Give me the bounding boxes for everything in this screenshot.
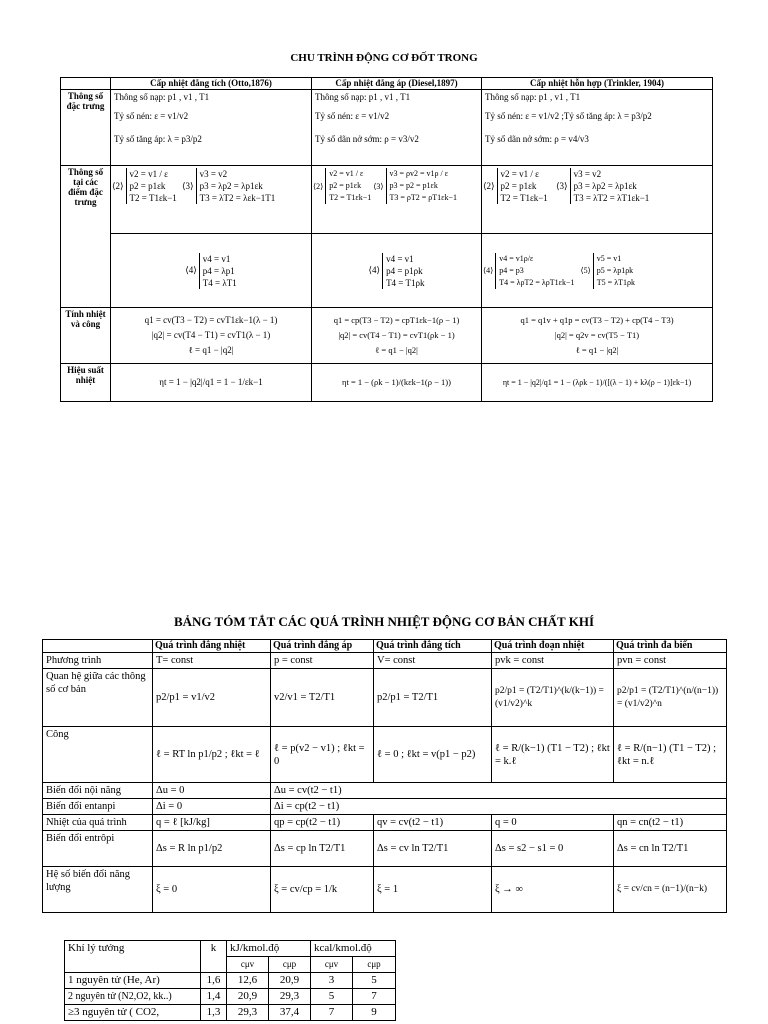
cycle-table-header-row: [61, 78, 713, 90]
point-tag: ⟨3⟩: [182, 180, 194, 191]
formula: Tỷ số dãn nở sớm: ρ = v3/v2: [315, 134, 419, 144]
cell: ξ → ∞: [492, 867, 614, 913]
subheader: cμv: [227, 957, 269, 973]
cell: ℓ = R/(k−1) (T1 − T2) ; ℓkt = k.ℓ: [492, 727, 614, 783]
cell: ξ = cv/cn = (n−1)/(n−k): [614, 867, 727, 913]
cell: p2/p1 = v1/v2: [153, 669, 271, 727]
point-2-system: v2 = v1 / ε p2 = p1εk T2 = T1εk−1: [497, 168, 548, 204]
row-label: Biến đổi entrôpi: [43, 831, 153, 867]
cell: 20,9: [269, 973, 311, 989]
point-tag: ⟨4⟩: [185, 265, 197, 275]
diesel-params: [312, 90, 482, 166]
cell: 9: [353, 1005, 396, 1021]
cell: q = 0: [492, 815, 614, 831]
table-row: [65, 1005, 396, 1021]
table-row: [43, 669, 727, 727]
cell: p2/p1 = T2/T1: [374, 669, 492, 727]
point-tag: ⟨4⟩: [368, 265, 381, 275]
trinkler-heat-work: q1 = q1v + q1p = cv(T3 − T2) + cp(T4 − T3) |q2| = q2v = cv(T5 − T1) ℓ = q1 − |q2|: [482, 308, 713, 364]
cell: 5: [353, 973, 396, 989]
point-2-system: v2 = v1 / ε p2 = p1εk T2 = T1εk−1: [325, 168, 371, 204]
header-kj: kJ/kmol.độ: [227, 941, 311, 957]
point-2-system: v2 = v1 / ε p2 = p1εk T2 = T1εk−1: [126, 168, 177, 204]
subheader: cμp: [269, 957, 311, 973]
cell: Δu = cv(t2 − t1): [271, 783, 727, 799]
cell: ℓ = p(v2 − v1) ; ℓkt = 0: [271, 727, 374, 783]
row-label: Tính nhiệt và công: [61, 308, 111, 364]
otto-params: [111, 90, 312, 166]
header-blank: [61, 78, 111, 90]
cell: ℓ = 0 ; ℓkt = v(p1 − p2): [374, 727, 492, 783]
point-4-system: v4 = v1 p4 = p1ρk T4 = T1ρk: [382, 253, 424, 289]
row-label: Nhiệt của quá trình: [43, 815, 153, 831]
trinkler-points-2-3: [482, 166, 713, 234]
point-3-system: v3 = ρv2 = v1ρ / ε p3 = p2 = p1εk T3 = ρT2 = ρT1εk−1: [386, 168, 458, 204]
cell: 1,6: [201, 973, 227, 989]
point-4-system: v4 = v1 p4 = λp1 T4 = λT1: [199, 253, 237, 289]
subheader: cμv: [311, 957, 353, 973]
cell: V= const: [374, 653, 492, 669]
otto-points-2-3: [111, 166, 312, 234]
cell: Δs = cp ln T2/T1: [271, 831, 374, 867]
formula: Thông số nạp: p1 , v1 , T1: [114, 92, 210, 102]
engine-cycle-table: [60, 77, 713, 402]
table-row: [43, 783, 727, 799]
otto-heat-work: q1 = cv(T3 − T2) = cvT1εk−1(λ − 1) |q2| = cv(T4 − T1) = cvT1(λ − 1) ℓ = q1 − |q2|: [111, 308, 312, 364]
cell: ξ = 0: [153, 867, 271, 913]
row-label: Biến đổi entanpi: [43, 799, 153, 815]
table-row: [43, 867, 727, 913]
header-isochoric: Quá trình đẳng tích: [374, 640, 492, 653]
gas-name: 2 nguyên tử (N2,O2, kk..): [65, 989, 201, 1005]
point-tag: ⟨2⟩: [313, 181, 324, 191]
cell: qn = cn(t2 − t1): [614, 815, 727, 831]
header-gas: Khí lý tưởng: [65, 941, 201, 973]
cell: 7: [353, 989, 396, 1005]
subheader: cμp: [353, 957, 396, 973]
table-row: [43, 831, 727, 867]
cell: 20,9: [227, 989, 269, 1005]
header-adiabatic: Quá trình đoạn nhiệt: [492, 640, 614, 653]
formula: Thông số nạp: p1 , v1 , T1: [315, 92, 411, 102]
header-isobaric: Quá trình đẳng áp: [271, 640, 374, 653]
cell: 7: [311, 1005, 353, 1021]
row-label: Hệ số biến đổi năng lượng: [43, 867, 153, 913]
cell: pvn = const: [614, 653, 727, 669]
diesel-point-4: [312, 234, 482, 308]
cell: Δs = cv ln T2/T1: [374, 831, 492, 867]
otto-point-4: [111, 234, 312, 308]
cell: pvk = const: [492, 653, 614, 669]
header-isothermal: Quá trình đẳng nhiệt: [153, 640, 271, 653]
cell: p = const: [271, 653, 374, 669]
gas-process-table: [42, 639, 727, 913]
row-state-points-lower: [61, 234, 713, 308]
cell: q = ℓ [kJ/kg]: [153, 815, 271, 831]
formula: Tỷ số nén: ε = v1/v2: [114, 111, 189, 121]
table-row: [43, 815, 727, 831]
header-k: k: [201, 941, 227, 973]
table-row: [43, 727, 727, 783]
cell: p2/p1 = (T2/T1)^(k/(k−1)) = (v1/v2)^k: [492, 669, 614, 727]
cell: 3: [311, 973, 353, 989]
formula: Tỷ số dãn nở sớm: ρ = v4/v3: [485, 134, 589, 144]
diesel-efficiency: ηt = 1 − (ρk − 1)/(kεk−1(ρ − 1)): [312, 364, 482, 402]
row-label: Thông số đặc trưng: [61, 90, 111, 166]
point-tag: ⟨2⟩: [112, 180, 124, 191]
cell: Δi = 0: [153, 799, 271, 815]
otto-efficiency: ηt = 1 − |q2|/q1 = 1 − 1/εk−1: [111, 364, 312, 402]
row-label: Hiệu suất nhiệt: [61, 364, 111, 402]
cycle-table-title: CHU TRÌNH ĐỘNG CƠ ĐỐT TRONG: [290, 52, 478, 64]
cell: Δi = cp(t2 − t1): [271, 799, 727, 815]
header-blank: [43, 640, 153, 653]
point-tag: ⟨4⟩: [483, 266, 494, 275]
row-efficiency: [61, 364, 713, 402]
cell: Δs = s2 − s1 = 0: [492, 831, 614, 867]
gas-name: 1 nguyên tử (He, Ar): [65, 973, 201, 989]
row-label: Thông số tại các điểm đặc trưng: [61, 166, 111, 308]
row-label: Biến đổi nội năng: [43, 783, 153, 799]
cell: 1,4: [201, 989, 227, 1005]
diesel-heat-work: q1 = cp(T3 − T2) = cpT1εk−1(ρ − 1) |q2| = cv(T4 − T1) = cvT1(ρk − 1) ℓ = q1 − |q2|: [312, 308, 482, 364]
cell: ξ = cv/cp = 1/k: [271, 867, 374, 913]
header-diesel: Cấp nhiệt đẳng áp (Diesel,1897): [312, 78, 482, 90]
cell: Δs = R ln p1/p2: [153, 831, 271, 867]
formula: Tỷ số nén: ε = v1/v2: [315, 111, 390, 121]
point-4-system: v4 = v1ρ/ε p4 = p3 T4 = λρT2 = λρT1εk−1: [495, 253, 574, 289]
cell: Δs = cn ln T2/T1: [614, 831, 727, 867]
row-label: Quan hệ giữa các thông số cơ bản: [43, 669, 153, 727]
cell: 5: [311, 989, 353, 1005]
row-characteristic-params: [61, 90, 713, 166]
gas-name: ≥3 nguyên tử ( CO2,: [65, 1005, 201, 1021]
cell: 29,3: [269, 989, 311, 1005]
ideal-gas-heat-capacity-table: [64, 940, 396, 1021]
cell: ℓ = R/(n−1) (T1 − T2) ; ℓkt = n.ℓ: [614, 727, 727, 783]
header-trinkler: Cấp nhiệt hỗn hợp (Trinkler, 1904): [482, 78, 713, 90]
cell: 12,6: [227, 973, 269, 989]
cell: p2/p1 = (T2/T1)^(n/(n−1)) = (v1/v2)^n: [614, 669, 727, 727]
table-row: [65, 973, 396, 989]
table-header-row: [65, 941, 396, 957]
process-table-header-row: [43, 640, 727, 653]
row-label: Công: [43, 727, 153, 783]
diesel-points-2-3: [312, 166, 482, 234]
formula: Thông số nạp: p1 , v1 , T1: [485, 92, 581, 102]
cell: 37,4: [269, 1005, 311, 1021]
cell: Δu = 0: [153, 783, 271, 799]
table-row: [65, 989, 396, 1005]
row-heat-work: [61, 308, 713, 364]
process-table-title: BẢNG TÓM TẮT CÁC QUÁ TRÌNH NHIỆT ĐỘNG CƠ BẢN CHẤT KHÍ: [173, 614, 595, 629]
header-kcal: kcal/kmol.độ: [311, 941, 396, 957]
formula: Tỷ số tăng áp: λ = p3/p2: [114, 134, 202, 144]
table-row: [43, 653, 727, 669]
trinkler-params: [482, 90, 713, 166]
trinkler-points-4-5: [482, 234, 713, 308]
cell: v2/v1 = T2/T1: [271, 669, 374, 727]
cell: ξ = 1: [374, 867, 492, 913]
cell: T= const: [153, 653, 271, 669]
row-state-points: [61, 166, 713, 234]
cell: qv = cv(t2 − t1): [374, 815, 492, 831]
trinkler-efficiency: ηt = 1 − |q2|/q1 = 1 − (λρk − 1)/([(λ − 1) + kλ(ρ − 1)]εk−1): [482, 364, 713, 402]
formula: Tỷ số nén: ε = v1/v2 ;Tỷ số tăng áp: λ = p3/p2: [485, 111, 652, 121]
table-row: [43, 799, 727, 815]
point-3-system: v3 = v2 p3 = λp2 = λp1εk T3 = λT2 = λεk−1T1: [196, 168, 276, 204]
point-5-system: v5 = v1 p5 = λp1ρk T5 = λT1ρk: [593, 253, 635, 289]
point-tag: ⟨5⟩: [580, 266, 591, 275]
cell: ℓ = RT ln p1/p2 ; ℓkt = ℓ: [153, 727, 271, 783]
point-tag: ⟨2⟩: [483, 180, 495, 191]
header-otto: Cấp nhiệt đẳng tích (Otto,1876): [111, 78, 312, 90]
cell: 1,3: [201, 1005, 227, 1021]
point-3-system: v3 = v2 p3 = λp2 = λp1εk T3 = λT2 = λT1εk−1: [570, 168, 650, 204]
header-polytropic: Quá trình đa biến: [614, 640, 727, 653]
row-label: Phương trình: [43, 653, 153, 669]
point-tag: ⟨3⟩: [556, 180, 568, 191]
point-tag: ⟨3⟩: [373, 181, 384, 191]
cell: 29,3: [227, 1005, 269, 1021]
cell: qp = cp(t2 − t1): [271, 815, 374, 831]
